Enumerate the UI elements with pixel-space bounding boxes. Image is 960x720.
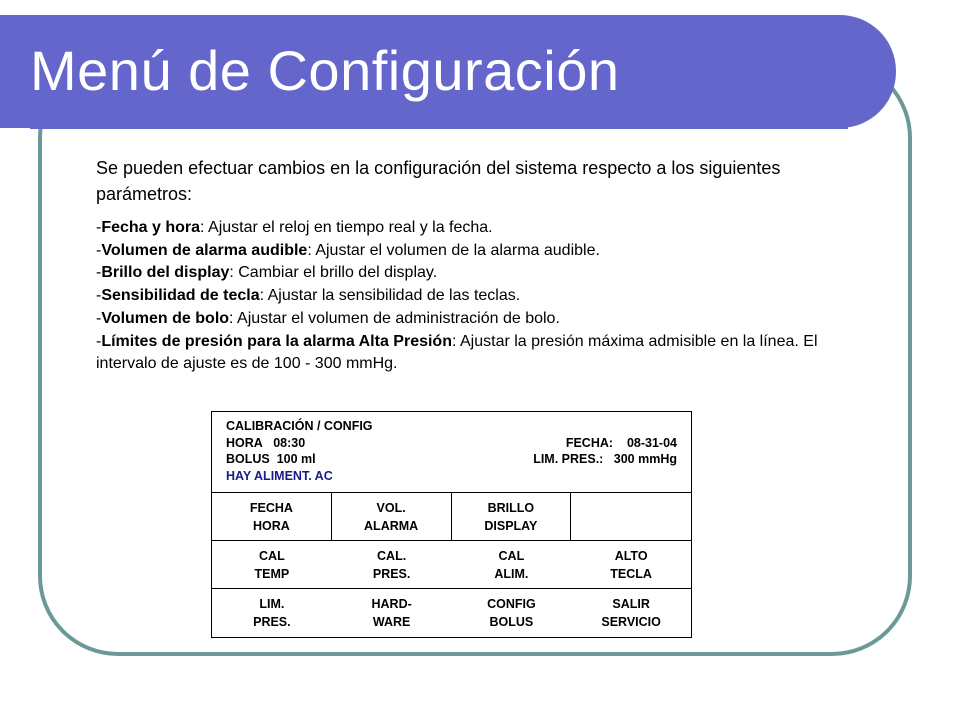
hora-label: HORA — [226, 435, 263, 450]
lim-pres-value: 300 mmHg — [613, 452, 677, 466]
parameter-term: Volumen de alarma audible — [101, 241, 308, 259]
fecha-hora-button[interactable]: FECHA HORA — [212, 493, 332, 541]
cal-pres-button[interactable]: CAL. PRES. — [332, 541, 452, 589]
parameter-desc: : Ajustar el volumen de la alarma audible. — [307, 241, 600, 259]
salir-servicio-button[interactable]: SALIR SERVICIO — [601, 597, 661, 629]
parameter-item: -Volumen de bolo: Ajustar el volumen de administración de bolo. — [96, 309, 560, 327]
parameter-item: -Volumen de alarma audible: Ajustar el volumen de la alarma audible. — [96, 241, 600, 259]
time-date-row — [226, 435, 677, 452]
parameter-desc: : Ajustar el volumen de administración de bolo. — [229, 309, 560, 327]
parameter-desc: : Ajustar la presión máxima admisible en la línea. El intervalo de ajuste es de 100 - 300 mmHg. — [96, 332, 818, 373]
cal-alim-button[interactable]: CAL ALIM. — [452, 541, 572, 589]
title-underline — [30, 125, 848, 129]
ac-power-status: HAY ALIMENT. AC — [226, 468, 333, 483]
device-screen-panel — [211, 411, 692, 638]
parameter-term: Volumen de bolo — [101, 309, 230, 327]
brillo-display-button[interactable]: BRILLO DISPLAY — [452, 493, 572, 541]
screen-header: CALIBRACIÓN / CONFIG — [226, 419, 373, 433]
parameter-desc: : Cambiar el brillo del display. — [229, 264, 438, 282]
lim-pres-label: LIM. PRES.: — [533, 452, 604, 466]
hardware-button[interactable]: HARD- WARE — [371, 597, 412, 629]
parameter-item: -Sensibilidad de tecla: Ajustar la sensibilidad de las teclas. — [96, 287, 521, 305]
vol-alarma-button[interactable]: VOL. ALARMA — [332, 493, 452, 541]
softkey-grid — [212, 493, 691, 637]
parameter-list — [96, 217, 836, 376]
fecha-label: FECHA: — [565, 435, 614, 450]
parameter-desc: : Ajustar la sensibilidad de las teclas. — [259, 287, 521, 305]
parameter-term: Sensibilidad de tecla — [101, 287, 260, 305]
fecha-value: 08-31-04 — [626, 435, 677, 450]
device-status-area — [212, 412, 691, 493]
slide-title: Menú de Configuración — [30, 39, 620, 102]
empty-softkey — [571, 493, 691, 541]
parameter-desc: : Ajustar el reloj en tiempo real y la fecha. — [200, 219, 493, 236]
bolus-value: 100 ml — [276, 452, 316, 466]
parameter-term: Límites de presión para la alarma Alta Presión — [101, 332, 452, 350]
bolus-label: BOLUS — [226, 452, 270, 466]
parameter-item: -Fecha y hora: Ajustar el reloj en tiempo real y la fecha. — [96, 219, 493, 236]
parameter-term: Fecha y hora — [101, 219, 201, 236]
config-bolus-button[interactable]: CONFIG BOLUS — [487, 597, 536, 629]
hora-value: 08:30 — [273, 435, 306, 450]
parameter-item: -Brillo del display: Cambiar el brillo del display. — [96, 264, 438, 282]
alto-tecla-button[interactable]: ALTO TECLA — [571, 541, 691, 589]
parameter-item: -Límites de presión para la alarma Alta Presión: Ajustar la presión máxima admisible en la línea. El intervalo de ajuste es de 100 - 300 mmHg. — [96, 332, 818, 373]
bolus-limit-row — [226, 451, 677, 468]
parameter-term: Brillo del display — [101, 264, 230, 282]
slide-content — [96, 155, 836, 376]
cal-temp-button[interactable]: CAL TEMP — [212, 541, 332, 589]
lim-pres-button[interactable]: LIM. PRES. — [253, 597, 291, 629]
intro-text: Se pueden efectuar cambios en la configuración del sistema respecto a los siguientes parámetros: — [96, 158, 781, 204]
